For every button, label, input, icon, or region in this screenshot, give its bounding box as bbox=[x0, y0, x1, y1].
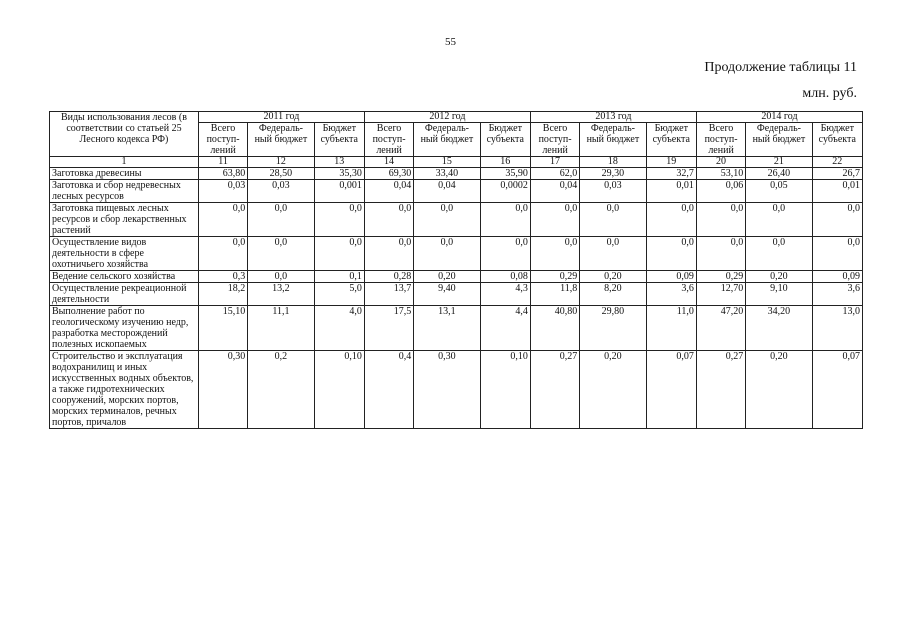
value-cell: 0,03 bbox=[248, 180, 314, 203]
column-number-cell: 20 bbox=[696, 157, 745, 168]
value-cell: 0,0 bbox=[530, 203, 579, 237]
value-cell: 0,04 bbox=[414, 180, 480, 203]
value-cell: 0,0 bbox=[198, 237, 247, 271]
value-cell: 3,6 bbox=[646, 283, 696, 306]
column-number-cell: 21 bbox=[746, 157, 812, 168]
value-cell: 13,1 bbox=[414, 306, 480, 351]
value-cell: 0,01 bbox=[812, 180, 862, 203]
sub-header-cell: Всего поступ-лений bbox=[696, 123, 745, 157]
revenue-table bbox=[49, 111, 863, 429]
value-cell: 0,0 bbox=[314, 237, 364, 271]
value-cell: 0,09 bbox=[812, 271, 862, 283]
value-cell: 0,0 bbox=[646, 237, 696, 271]
page-number: 55 bbox=[445, 36, 456, 48]
value-cell: 0,0 bbox=[248, 271, 314, 283]
value-cell: 0,07 bbox=[646, 351, 696, 429]
column-number-cell: 16 bbox=[480, 157, 530, 168]
value-cell: 28,50 bbox=[248, 168, 314, 180]
column-number-cell: 22 bbox=[812, 157, 862, 168]
table-continuation-caption: Продолжение таблицы 11 bbox=[704, 60, 857, 75]
value-cell: 0,001 bbox=[314, 180, 364, 203]
value-cell: 0,0 bbox=[414, 203, 480, 237]
value-cell: 0,0 bbox=[696, 237, 745, 271]
value-cell: 0,20 bbox=[580, 351, 646, 429]
sub-header-cell: Бюджет субъекта bbox=[314, 123, 364, 157]
value-cell: 0,3 bbox=[198, 271, 247, 283]
value-cell: 0,0 bbox=[480, 237, 530, 271]
value-cell: 11,1 bbox=[248, 306, 314, 351]
value-cell: 69,30 bbox=[364, 168, 413, 180]
column-number-cell: 18 bbox=[580, 157, 646, 168]
value-cell: 0,0 bbox=[314, 203, 364, 237]
sub-header-cell: Всего поступ-лений bbox=[364, 123, 413, 157]
value-cell: 17,5 bbox=[364, 306, 413, 351]
row-label: Строительство и эксплуатация водохранилищ и иных искусственных водных объектов, а также гидротехнических сооружений, морских портов, морских терминалов, речных портов, причалов bbox=[50, 351, 199, 429]
value-cell: 5,0 bbox=[314, 283, 364, 306]
column-number-cell: 1 bbox=[50, 157, 199, 168]
value-cell: 35,30 bbox=[314, 168, 364, 180]
value-cell: 26,7 bbox=[812, 168, 862, 180]
row-label: Заготовка и сбор недревесных лесных ресурсов bbox=[50, 180, 199, 203]
sub-header-cell: Бюджет субъекта bbox=[646, 123, 696, 157]
value-cell: 13,0 bbox=[812, 306, 862, 351]
value-cell: 0,0 bbox=[812, 237, 862, 271]
value-cell: 3,6 bbox=[812, 283, 862, 306]
value-cell: 0,1 bbox=[314, 271, 364, 283]
value-cell: 0,0 bbox=[248, 203, 314, 237]
sub-header-cell: Федераль-ный бюджет bbox=[414, 123, 480, 157]
year-header: 2011 год bbox=[198, 112, 364, 123]
table-row bbox=[50, 283, 863, 306]
value-cell: 26,40 bbox=[746, 168, 812, 180]
value-cell: 0,0 bbox=[414, 237, 480, 271]
value-cell: 0,10 bbox=[480, 351, 530, 429]
column-number-cell: 11 bbox=[198, 157, 247, 168]
value-cell: 47,20 bbox=[696, 306, 745, 351]
value-cell: 0,0 bbox=[746, 203, 812, 237]
sub-header-cell: Бюджет субъекта bbox=[480, 123, 530, 157]
sub-header-cell: Федераль-ный бюджет bbox=[248, 123, 314, 157]
value-cell: 0,27 bbox=[696, 351, 745, 429]
value-cell: 0,10 bbox=[314, 351, 364, 429]
value-cell: 8,20 bbox=[580, 283, 646, 306]
value-cell: 0,0 bbox=[364, 203, 413, 237]
value-cell: 0,03 bbox=[198, 180, 247, 203]
value-cell: 0,20 bbox=[746, 351, 812, 429]
value-cell: 0,05 bbox=[746, 180, 812, 203]
value-cell: 0,03 bbox=[580, 180, 646, 203]
value-cell: 11,0 bbox=[646, 306, 696, 351]
row-label: Ведение сельского хозяйства bbox=[50, 271, 199, 283]
units-caption: млн. руб. bbox=[802, 86, 857, 101]
value-cell: 0,4 bbox=[364, 351, 413, 429]
value-cell: 0,0 bbox=[364, 237, 413, 271]
value-cell: 0,0 bbox=[646, 203, 696, 237]
value-cell: 0,0 bbox=[580, 237, 646, 271]
value-cell: 0,20 bbox=[746, 271, 812, 283]
sub-header-cell: Федераль-ный бюджет bbox=[580, 123, 646, 157]
value-cell: 13,2 bbox=[248, 283, 314, 306]
column-number-cell: 12 bbox=[248, 157, 314, 168]
value-cell: 4,3 bbox=[480, 283, 530, 306]
value-cell: 0,0 bbox=[812, 203, 862, 237]
value-cell: 33,40 bbox=[414, 168, 480, 180]
row-header-title: Виды использования лесов (в соответствии со статьей 25 Лесного кодекса РФ) bbox=[50, 112, 199, 157]
value-cell: 0,0 bbox=[746, 237, 812, 271]
table-row bbox=[50, 351, 863, 429]
value-cell: 0,01 bbox=[646, 180, 696, 203]
year-header: 2013 год bbox=[530, 112, 696, 123]
table-row bbox=[50, 168, 863, 180]
value-cell: 0,06 bbox=[696, 180, 745, 203]
row-label: Осуществление рекреационной деятельности bbox=[50, 283, 199, 306]
value-cell: 9,10 bbox=[746, 283, 812, 306]
value-cell: 4,0 bbox=[314, 306, 364, 351]
year-header: 2014 год bbox=[696, 112, 862, 123]
value-cell: 0,04 bbox=[364, 180, 413, 203]
row-label: Заготовка древесины bbox=[50, 168, 199, 180]
column-number-cell: 17 bbox=[530, 157, 579, 168]
value-cell: 15,10 bbox=[198, 306, 247, 351]
row-label: Заготовка пищевых лесных ресурсов и сбор лекарственных растений bbox=[50, 203, 199, 237]
value-cell: 0,04 bbox=[530, 180, 579, 203]
value-cell: 0,20 bbox=[580, 271, 646, 283]
value-cell: 53,10 bbox=[696, 168, 745, 180]
table-row bbox=[50, 306, 863, 351]
value-cell: 0,0 bbox=[198, 203, 247, 237]
value-cell: 0,0 bbox=[248, 237, 314, 271]
value-cell: 9,40 bbox=[414, 283, 480, 306]
column-number-cell: 15 bbox=[414, 157, 480, 168]
value-cell: 0,27 bbox=[530, 351, 579, 429]
value-cell: 0,28 bbox=[364, 271, 413, 283]
value-cell: 40,80 bbox=[530, 306, 579, 351]
value-cell: 0,09 bbox=[646, 271, 696, 283]
value-cell: 0,0 bbox=[696, 203, 745, 237]
value-cell: 18,2 bbox=[198, 283, 247, 306]
value-cell: 4,4 bbox=[480, 306, 530, 351]
value-cell: 0,2 bbox=[248, 351, 314, 429]
value-cell: 63,80 bbox=[198, 168, 247, 180]
value-cell: 0,29 bbox=[696, 271, 745, 283]
row-label: Выполнение работ по геологическому изучению недр, разработка месторождений полезных ископаемых bbox=[50, 306, 199, 351]
table-row bbox=[50, 203, 863, 237]
year-header: 2012 год bbox=[364, 112, 530, 123]
value-cell: 0,0 bbox=[530, 237, 579, 271]
value-cell: 32,7 bbox=[646, 168, 696, 180]
value-cell: 29,80 bbox=[580, 306, 646, 351]
sub-header-cell: Бюджет субъекта bbox=[812, 123, 862, 157]
column-number-row bbox=[50, 157, 863, 168]
sub-header-cell: Федераль-ный бюджет bbox=[746, 123, 812, 157]
value-cell: 29,30 bbox=[580, 168, 646, 180]
value-cell: 0,08 bbox=[480, 271, 530, 283]
value-cell: 0,29 bbox=[530, 271, 579, 283]
value-cell: 0,30 bbox=[414, 351, 480, 429]
value-cell: 0,07 bbox=[812, 351, 862, 429]
table-row bbox=[50, 271, 863, 283]
value-cell: 34,20 bbox=[746, 306, 812, 351]
value-cell: 0,20 bbox=[414, 271, 480, 283]
value-cell: 0,0 bbox=[580, 203, 646, 237]
column-number-cell: 13 bbox=[314, 157, 364, 168]
value-cell: 12,70 bbox=[696, 283, 745, 306]
value-cell: 11,8 bbox=[530, 283, 579, 306]
row-label: Осуществление видов деятельности в сфере охотничьего хозяйства bbox=[50, 237, 199, 271]
column-number-cell: 19 bbox=[646, 157, 696, 168]
value-cell: 35,90 bbox=[480, 168, 530, 180]
table-row bbox=[50, 180, 863, 203]
column-number-cell: 14 bbox=[364, 157, 413, 168]
sub-header-cell: Всего поступ-лений bbox=[530, 123, 579, 157]
value-cell: 0,0002 bbox=[480, 180, 530, 203]
value-cell: 0,0 bbox=[480, 203, 530, 237]
value-cell: 13,7 bbox=[364, 283, 413, 306]
value-cell: 0,30 bbox=[198, 351, 247, 429]
sub-header-cell: Всего поступ-лений bbox=[198, 123, 247, 157]
value-cell: 62,0 bbox=[530, 168, 579, 180]
table-row bbox=[50, 237, 863, 271]
